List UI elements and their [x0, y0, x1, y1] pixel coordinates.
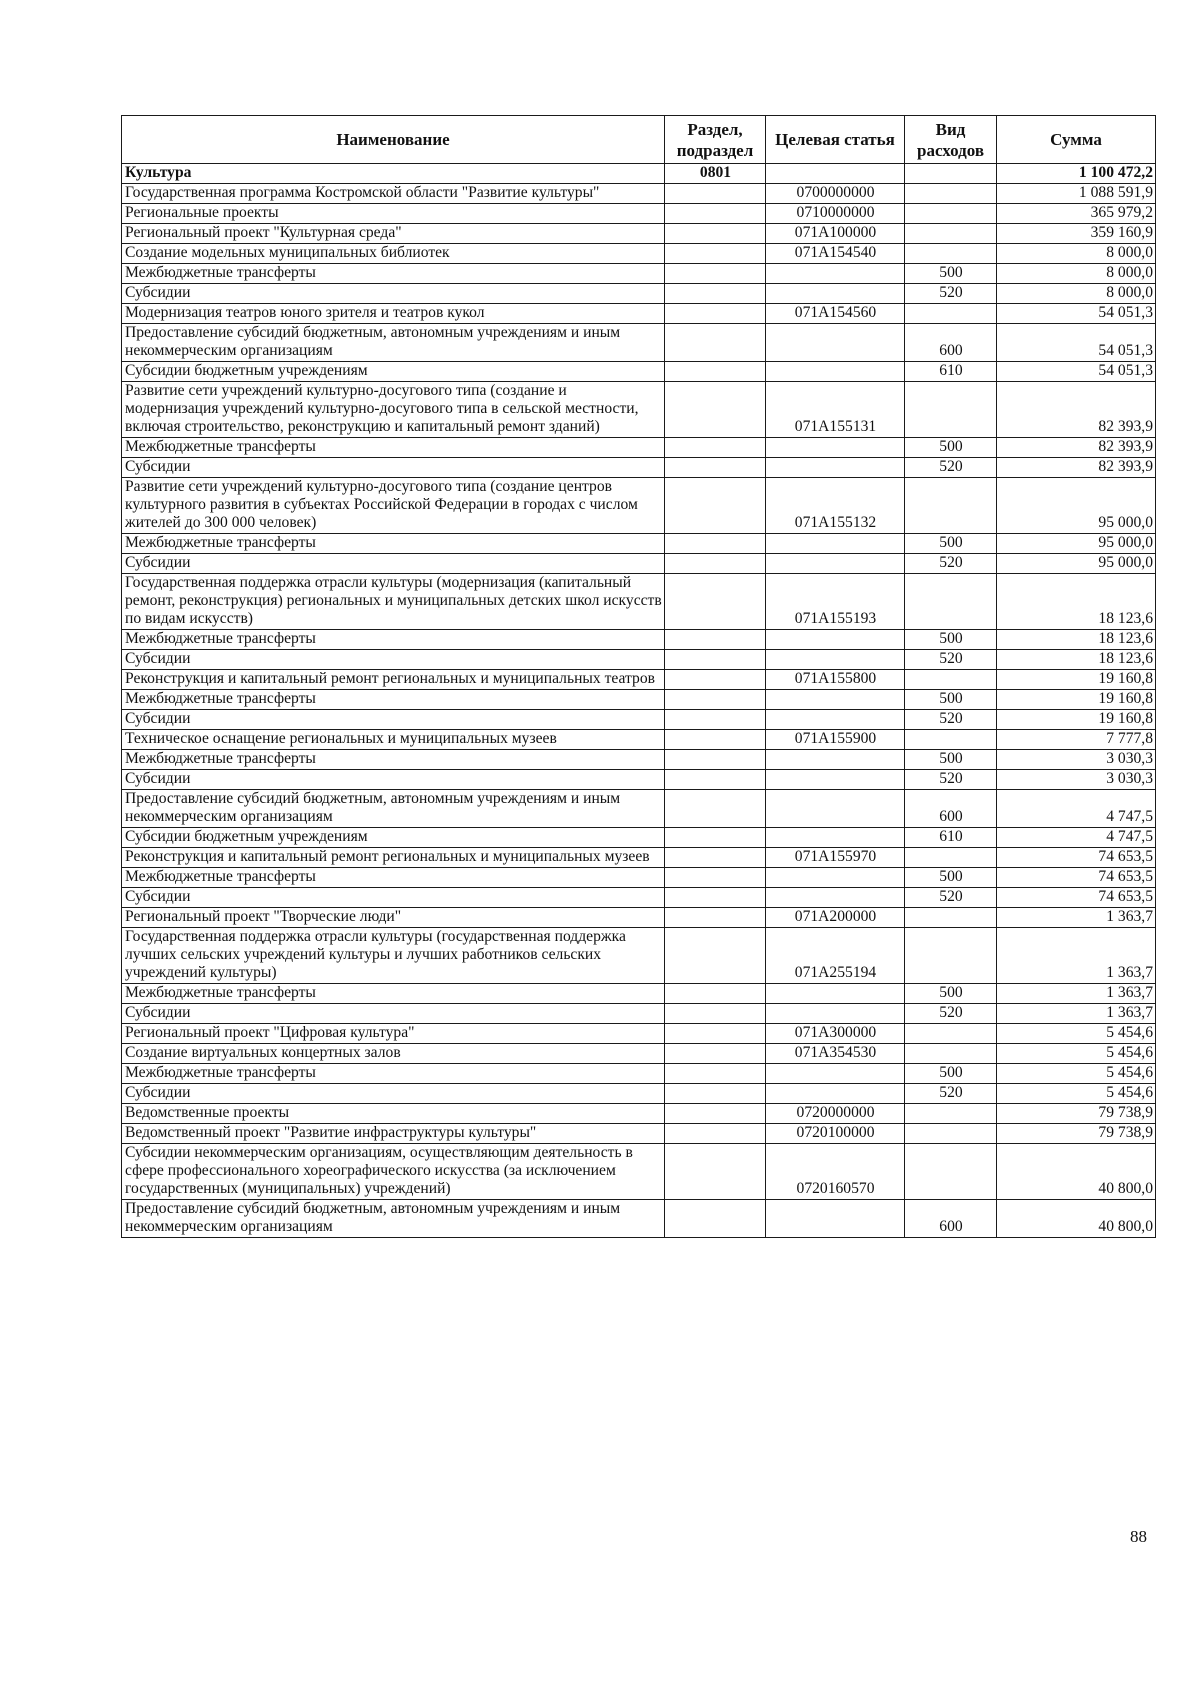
cell-amount: 4 747,5 [997, 790, 1156, 828]
table-row [122, 1144, 1156, 1200]
cell-name: Межбюджетные трансферты [122, 690, 665, 710]
cell-razdel [665, 908, 766, 928]
cell-expense-type: 520 [905, 770, 997, 790]
cell-name: Реконструкция и капитальный ремонт региональных и муниципальных театров [122, 670, 665, 690]
cell-expense-type: 500 [905, 868, 997, 888]
cell-amount: 74 653,5 [997, 848, 1156, 868]
cell-name: Субсидии [122, 770, 665, 790]
cell-amount: 5 454,6 [997, 1024, 1156, 1044]
cell-target-code: 071А155193 [766, 574, 905, 630]
table-row [122, 1064, 1156, 1084]
cell-name: Культура [122, 164, 665, 184]
cell-razdel [665, 284, 766, 304]
cell-target-code [766, 690, 905, 710]
cell-name: Межбюджетные трансферты [122, 868, 665, 888]
cell-amount: 54 051,3 [997, 362, 1156, 382]
cell-target-code: 071А300000 [766, 1024, 905, 1044]
cell-expense-type: 520 [905, 554, 997, 574]
cell-amount: 18 123,6 [997, 574, 1156, 630]
cell-name: Субсидии бюджетным учреждениям [122, 362, 665, 382]
table-row [122, 534, 1156, 554]
cell-target-code [766, 790, 905, 828]
table-row [122, 1084, 1156, 1104]
table-row [122, 362, 1156, 382]
cell-razdel [665, 690, 766, 710]
cell-name: Субсидии [122, 1004, 665, 1024]
table-row [122, 670, 1156, 690]
cell-expense-type [905, 1024, 997, 1044]
cell-target-code: 071А100000 [766, 224, 905, 244]
cell-target-code: 071А154540 [766, 244, 905, 264]
cell-target-code: 0720000000 [766, 1104, 905, 1124]
cell-razdel [665, 1124, 766, 1144]
table-row [122, 1044, 1156, 1064]
table-row [122, 730, 1156, 750]
cell-amount: 19 160,8 [997, 710, 1156, 730]
cell-name: Субсидии [122, 458, 665, 478]
cell-target-code [766, 284, 905, 304]
table-row [122, 184, 1156, 204]
cell-name: Ведомственные проекты [122, 1104, 665, 1124]
cell-razdel [665, 1044, 766, 1064]
cell-expense-type: 500 [905, 984, 997, 1004]
cell-amount: 365 979,2 [997, 204, 1156, 224]
cell-target-code [766, 458, 905, 478]
cell-amount: 40 800,0 [997, 1144, 1156, 1200]
cell-amount: 7 777,8 [997, 730, 1156, 750]
table-row [122, 828, 1156, 848]
table-row [122, 868, 1156, 888]
cell-razdel [665, 382, 766, 438]
table-row [122, 690, 1156, 710]
cell-expense-type: 500 [905, 750, 997, 770]
header-target: Целевая статья [766, 116, 905, 164]
cell-razdel [665, 868, 766, 888]
cell-expense-type [905, 224, 997, 244]
cell-name: Субсидии некоммерческим организациям, осуществляющим деятельность в сфере профессионального хореографического искусства (за исключением государственных (муниципальных) учреждений) [122, 1144, 665, 1200]
cell-target-code [766, 554, 905, 574]
cell-expense-type [905, 1104, 997, 1124]
cell-name: Ведомственный проект "Развитие инфраструктуры культуры" [122, 1124, 665, 1144]
cell-razdel [665, 1024, 766, 1044]
cell-amount: 54 051,3 [997, 304, 1156, 324]
cell-name: Межбюджетные трансферты [122, 534, 665, 554]
cell-target-code: 071А154560 [766, 304, 905, 324]
page-number: 88 [1130, 1527, 1147, 1546]
cell-amount: 3 030,3 [997, 750, 1156, 770]
table-row [122, 984, 1156, 1004]
cell-name: Субсидии [122, 284, 665, 304]
cell-amount: 1 363,7 [997, 928, 1156, 984]
cell-name: Техническое оснащение региональных и муниципальных музеев [122, 730, 665, 750]
table-row [122, 770, 1156, 790]
cell-target-code [766, 710, 905, 730]
cell-razdel [665, 770, 766, 790]
cell-razdel [665, 204, 766, 224]
cell-amount: 82 393,9 [997, 458, 1156, 478]
cell-razdel [665, 650, 766, 670]
cell-amount: 8 000,0 [997, 244, 1156, 264]
cell-target-code [766, 264, 905, 284]
cell-amount: 5 454,6 [997, 1084, 1156, 1104]
table-row [122, 1124, 1156, 1144]
cell-target-code: 071А155900 [766, 730, 905, 750]
cell-amount: 359 160,9 [997, 224, 1156, 244]
cell-expense-type [905, 382, 997, 438]
cell-name: Межбюджетные трансферты [122, 630, 665, 650]
cell-razdel [665, 984, 766, 1004]
cell-expense-type [905, 478, 997, 534]
cell-amount: 3 030,3 [997, 770, 1156, 790]
cell-razdel [665, 670, 766, 690]
cell-name: Субсидии бюджетным учреждениям [122, 828, 665, 848]
cell-expense-type: 500 [905, 534, 997, 554]
cell-expense-type: 520 [905, 458, 997, 478]
cell-razdel [665, 1064, 766, 1084]
table-row [122, 1104, 1156, 1124]
cell-target-code [766, 362, 905, 382]
header-name: Наименование [122, 116, 665, 164]
cell-razdel [665, 324, 766, 362]
cell-target-code [766, 164, 905, 184]
cell-target-code [766, 650, 905, 670]
table-row [122, 908, 1156, 928]
cell-name: Государственная поддержка отрасли культуры (государственная поддержка лучших сельских учреждений культуры и лучших работников сельских учреждений культуры) [122, 928, 665, 984]
cell-razdel [665, 264, 766, 284]
cell-razdel [665, 244, 766, 264]
cell-target-code: 071А200000 [766, 908, 905, 928]
cell-target-code [766, 828, 905, 848]
cell-razdel: 0801 [665, 164, 766, 184]
table-row [122, 304, 1156, 324]
cell-expense-type [905, 574, 997, 630]
cell-name: Субсидии [122, 888, 665, 908]
cell-expense-type: 600 [905, 324, 997, 362]
cell-razdel [665, 574, 766, 630]
cell-amount: 95 000,0 [997, 478, 1156, 534]
cell-name: Региональный проект "Культурная среда" [122, 224, 665, 244]
cell-name: Региональный проект "Творческие люди" [122, 908, 665, 928]
cell-razdel [665, 888, 766, 908]
cell-target-code: 0700000000 [766, 184, 905, 204]
table-row [122, 264, 1156, 284]
table-row [122, 848, 1156, 868]
cell-expense-type [905, 1124, 997, 1144]
cell-expense-type [905, 848, 997, 868]
cell-expense-type: 500 [905, 630, 997, 650]
cell-amount: 79 738,9 [997, 1104, 1156, 1124]
cell-razdel [665, 710, 766, 730]
cell-target-code [766, 984, 905, 1004]
cell-name: Межбюджетные трансферты [122, 264, 665, 284]
cell-expense-type: 500 [905, 690, 997, 710]
table-row [122, 438, 1156, 458]
table-row [122, 750, 1156, 770]
cell-amount: 4 747,5 [997, 828, 1156, 848]
cell-target-code: 071А155800 [766, 670, 905, 690]
table-row [122, 164, 1156, 184]
cell-expense-type: 520 [905, 1004, 997, 1024]
cell-razdel [665, 362, 766, 382]
cell-expense-type: 600 [905, 1200, 997, 1238]
table-row [122, 382, 1156, 438]
cell-amount: 1 363,7 [997, 984, 1156, 1004]
cell-expense-type [905, 164, 997, 184]
cell-expense-type: 520 [905, 888, 997, 908]
cell-amount: 74 653,5 [997, 888, 1156, 908]
cell-name: Субсидии [122, 710, 665, 730]
cell-amount: 1 088 591,9 [997, 184, 1156, 204]
cell-name: Субсидии [122, 554, 665, 574]
cell-name: Межбюджетные трансферты [122, 1064, 665, 1084]
cell-target-code: 0720100000 [766, 1124, 905, 1144]
cell-name: Создание модельных муниципальных библиотек [122, 244, 665, 264]
cell-name: Субсидии [122, 650, 665, 670]
cell-target-code [766, 1084, 905, 1104]
cell-expense-type [905, 908, 997, 928]
table-row [122, 324, 1156, 362]
cell-amount: 40 800,0 [997, 1200, 1156, 1238]
cell-name: Субсидии [122, 1084, 665, 1104]
cell-expense-type [905, 244, 997, 264]
cell-razdel [665, 534, 766, 554]
budget-table [121, 115, 1156, 1238]
cell-expense-type: 610 [905, 828, 997, 848]
cell-razdel [665, 458, 766, 478]
cell-target-code: 071А155132 [766, 478, 905, 534]
cell-razdel [665, 304, 766, 324]
cell-razdel [665, 554, 766, 574]
cell-razdel [665, 184, 766, 204]
cell-name: Предоставление субсидий бюджетным, автономным учреждениям и иным некоммерческим организациям [122, 324, 665, 362]
cell-expense-type: 600 [905, 790, 997, 828]
cell-razdel [665, 790, 766, 828]
cell-target-code [766, 1200, 905, 1238]
cell-name: Создание виртуальных концертных залов [122, 1044, 665, 1064]
cell-amount: 95 000,0 [997, 534, 1156, 554]
header-sum: Сумма [997, 116, 1156, 164]
cell-amount: 8 000,0 [997, 284, 1156, 304]
cell-razdel [665, 848, 766, 868]
cell-razdel [665, 1144, 766, 1200]
table-row [122, 790, 1156, 828]
table-row [122, 224, 1156, 244]
cell-amount: 18 123,6 [997, 630, 1156, 650]
cell-target-code: 071А155970 [766, 848, 905, 868]
cell-amount: 82 393,9 [997, 438, 1156, 458]
cell-razdel [665, 1104, 766, 1124]
cell-expense-type [905, 670, 997, 690]
cell-name: Региональный проект "Цифровая культура" [122, 1024, 665, 1044]
cell-razdel [665, 1084, 766, 1104]
cell-expense-type: 610 [905, 362, 997, 382]
cell-razdel [665, 224, 766, 244]
table-row [122, 244, 1156, 264]
cell-expense-type: 520 [905, 650, 997, 670]
cell-expense-type [905, 204, 997, 224]
cell-target-code [766, 770, 905, 790]
cell-name: Межбюджетные трансферты [122, 984, 665, 1004]
cell-amount: 18 123,6 [997, 650, 1156, 670]
cell-expense-type: 500 [905, 1064, 997, 1084]
cell-target-code: 071А155131 [766, 382, 905, 438]
table-row [122, 1004, 1156, 1024]
cell-target-code [766, 1004, 905, 1024]
table-body [122, 164, 1156, 1238]
cell-target-code: 071А255194 [766, 928, 905, 984]
cell-target-code: 071А354530 [766, 1044, 905, 1064]
cell-name: Государственная поддержка отрасли культуры (модернизация (капитальный ремонт, реконструкция) региональных и муниципальных детских школ искусств по видам искусств) [122, 574, 665, 630]
table-row [122, 1200, 1156, 1238]
cell-amount: 5 454,6 [997, 1044, 1156, 1064]
table-row [122, 284, 1156, 304]
cell-name: Развитие сети учреждений культурно-досугового типа (создание и модернизация учреждений культурно-досугового типа в сельской местности, включая строительство, реконструкцию и капитальный ремонт зданий) [122, 382, 665, 438]
cell-name: Модернизация театров юного зрителя и театров кукол [122, 304, 665, 324]
cell-expense-type [905, 928, 997, 984]
cell-amount: 74 653,5 [997, 868, 1156, 888]
cell-expense-type [905, 1144, 997, 1200]
cell-expense-type [905, 184, 997, 204]
cell-razdel [665, 928, 766, 984]
cell-razdel [665, 750, 766, 770]
table-row [122, 888, 1156, 908]
cell-target-code [766, 888, 905, 908]
cell-target-code [766, 534, 905, 554]
cell-expense-type [905, 304, 997, 324]
table-row [122, 630, 1156, 650]
table-header-row [122, 116, 1156, 164]
cell-expense-type: 520 [905, 710, 997, 730]
cell-amount: 82 393,9 [997, 382, 1156, 438]
cell-expense-type: 520 [905, 284, 997, 304]
cell-amount: 1 100 472,2 [997, 164, 1156, 184]
cell-amount: 1 363,7 [997, 1004, 1156, 1024]
cell-name: Региональные проекты [122, 204, 665, 224]
table-row [122, 928, 1156, 984]
cell-target-code [766, 868, 905, 888]
cell-amount: 1 363,7 [997, 908, 1156, 928]
cell-expense-type: 500 [905, 264, 997, 284]
cell-expense-type: 520 [905, 1084, 997, 1104]
cell-razdel [665, 630, 766, 650]
cell-expense-type [905, 730, 997, 750]
table-row [122, 1024, 1156, 1044]
table-row [122, 650, 1156, 670]
cell-expense-type [905, 1044, 997, 1064]
cell-target-code [766, 324, 905, 362]
cell-target-code [766, 630, 905, 650]
cell-expense-type: 500 [905, 438, 997, 458]
cell-target-code: 0720160570 [766, 1144, 905, 1200]
cell-amount: 19 160,8 [997, 670, 1156, 690]
table-row [122, 710, 1156, 730]
cell-name: Государственная программа Костромской области "Развитие культуры" [122, 184, 665, 204]
cell-name: Предоставление субсидий бюджетным, автономным учреждениям и иным некоммерческим организациям [122, 1200, 665, 1238]
cell-target-code [766, 750, 905, 770]
cell-name: Предоставление субсидий бюджетным, автономным учреждениям и иным некоммерческим организациям [122, 790, 665, 828]
cell-amount: 5 454,6 [997, 1064, 1156, 1084]
header-vid: Вид расходов [905, 116, 997, 164]
table-row [122, 554, 1156, 574]
cell-razdel [665, 1200, 766, 1238]
table-row [122, 574, 1156, 630]
cell-razdel [665, 730, 766, 750]
cell-amount: 95 000,0 [997, 554, 1156, 574]
cell-target-code: 0710000000 [766, 204, 905, 224]
cell-razdel [665, 478, 766, 534]
table-row [122, 204, 1156, 224]
cell-amount: 79 738,9 [997, 1124, 1156, 1144]
cell-name: Развитие сети учреждений культурно-досугового типа (создание центров культурного развития в субъектах Российской Федерации в городах с числом жителей до 300 000 человек) [122, 478, 665, 534]
cell-target-code [766, 1064, 905, 1084]
header-razdel: Раздел, подраздел [665, 116, 766, 164]
cell-name: Межбюджетные трансферты [122, 438, 665, 458]
cell-name: Межбюджетные трансферты [122, 750, 665, 770]
table-row [122, 478, 1156, 534]
cell-amount: 19 160,8 [997, 690, 1156, 710]
cell-razdel [665, 1004, 766, 1024]
cell-razdel [665, 828, 766, 848]
cell-razdel [665, 438, 766, 458]
cell-name: Реконструкция и капитальный ремонт региональных и муниципальных музеев [122, 848, 665, 868]
cell-amount: 54 051,3 [997, 324, 1156, 362]
table-row [122, 458, 1156, 478]
cell-amount: 8 000,0 [997, 264, 1156, 284]
cell-target-code [766, 438, 905, 458]
